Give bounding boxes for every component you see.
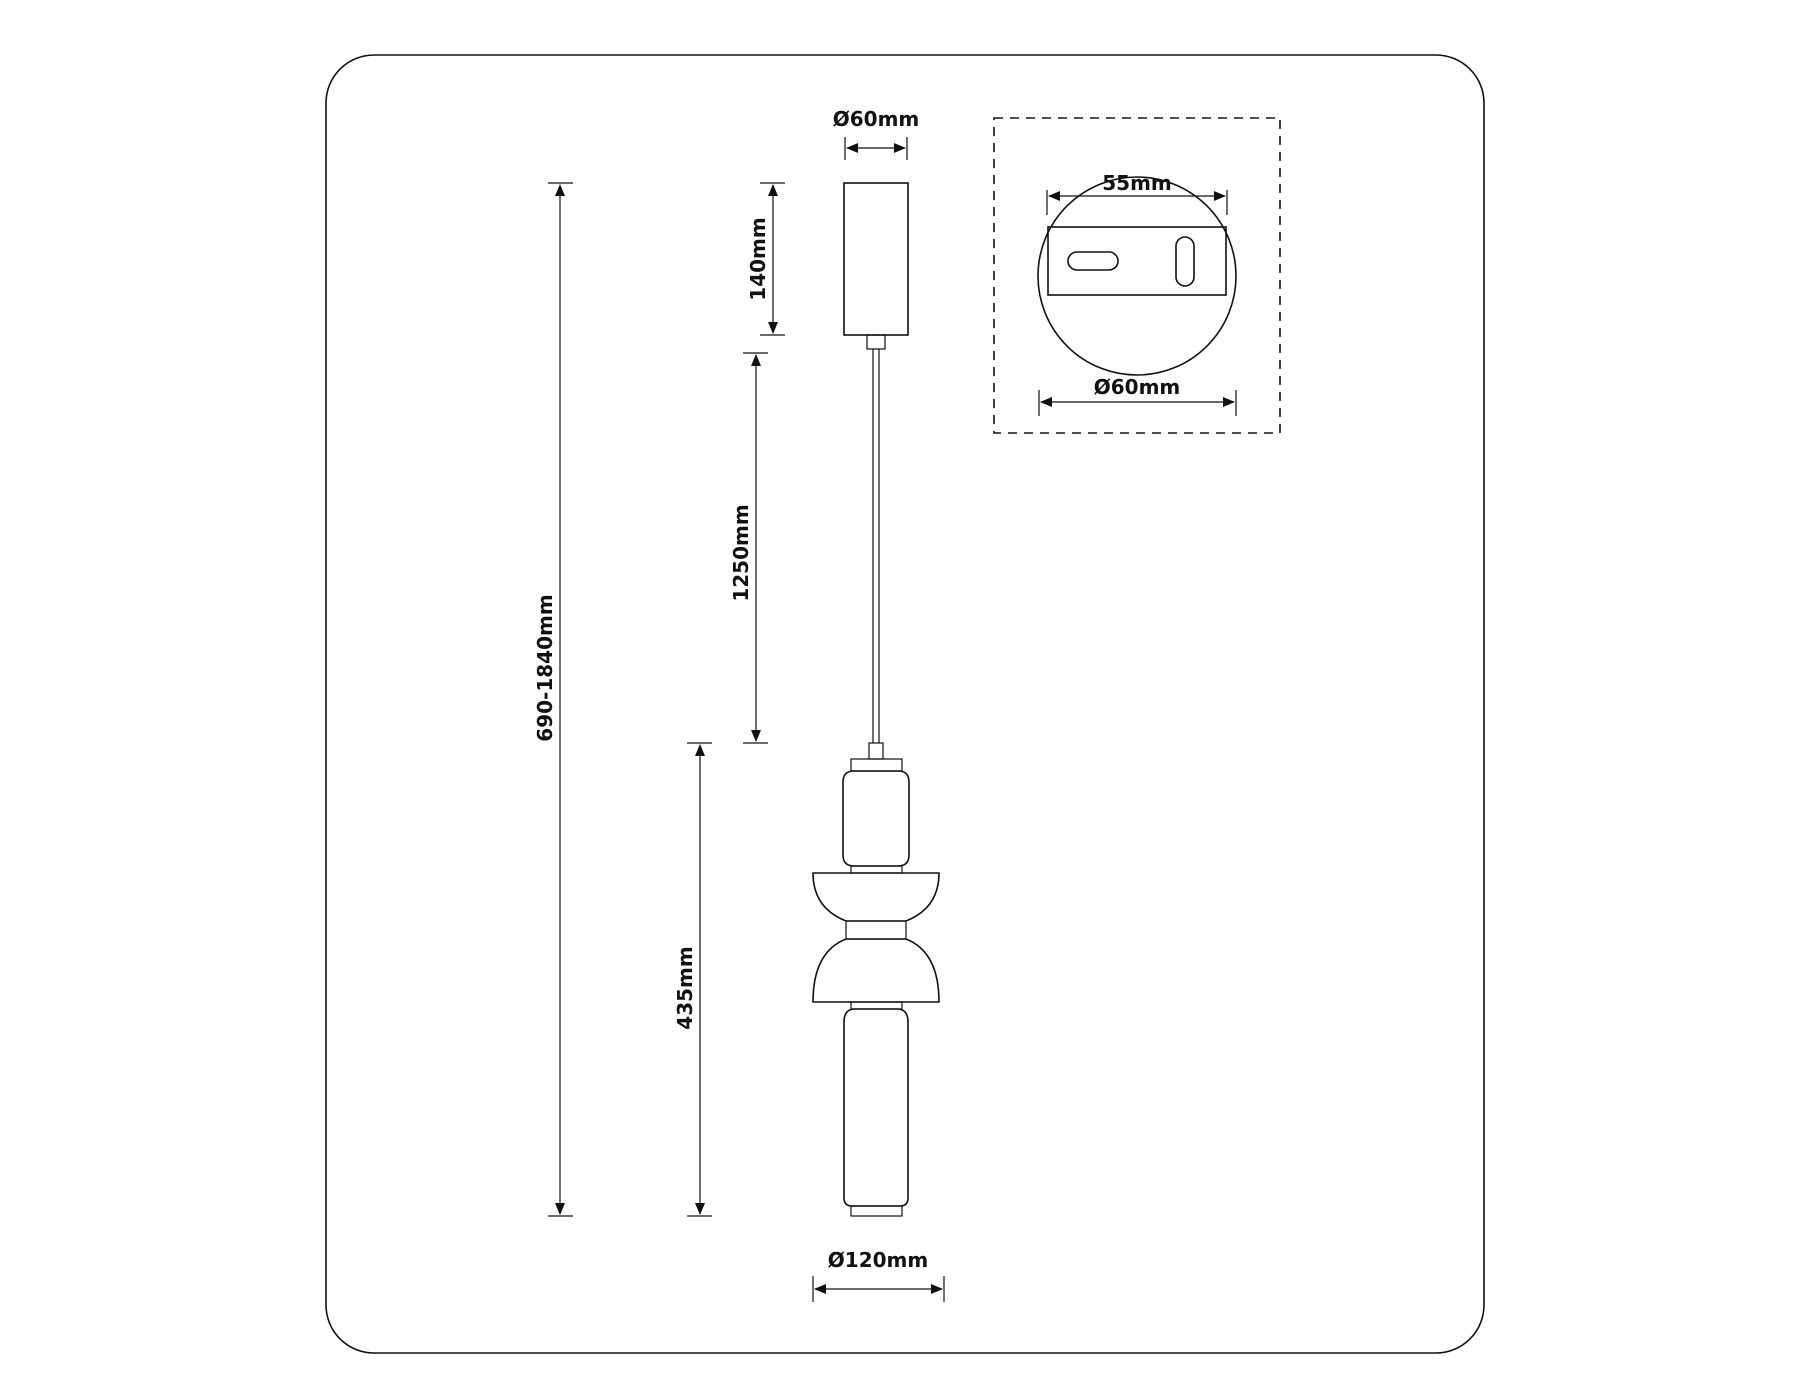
- bracket-slot-horizontal: [1068, 252, 1118, 270]
- bracket-detail: [994, 118, 1280, 433]
- bracket-slot-vertical: [1176, 237, 1194, 286]
- upper-bowl: [813, 873, 939, 921]
- pendant-lamp: [813, 183, 939, 1216]
- upper-ring: [851, 866, 902, 873]
- dim-body-height: [673, 743, 712, 1216]
- bottom-cap: [851, 1206, 902, 1216]
- body-diameter-label: Ø120mm: [827, 1248, 929, 1272]
- plate-diameter-label: Ø60mm: [1093, 375, 1181, 399]
- upper-cylinder: [843, 771, 909, 866]
- body-height-label: 435mm: [673, 946, 697, 1030]
- body-connector: [869, 743, 883, 759]
- lower-bowl: [813, 939, 939, 1002]
- mounting-bracket: [1048, 227, 1226, 295]
- lower-ring: [851, 1002, 902, 1009]
- canopy-height-label: 140mm: [746, 217, 770, 301]
- cable-length-label: 1250mm: [729, 504, 753, 602]
- dim-body-diameter: [813, 1248, 944, 1302]
- dim-canopy-diameter: [833, 107, 920, 160]
- bracket-width-label: 55mm: [1102, 171, 1172, 195]
- middle-ring: [846, 921, 906, 939]
- drawing-frame: [326, 55, 1484, 1353]
- mounting-plate: [1038, 177, 1236, 375]
- canopy: [844, 183, 908, 335]
- top-cap: [851, 759, 902, 771]
- canopy-diameter-label: Ø60mm: [832, 107, 920, 131]
- dim-cable-length: [729, 353, 768, 743]
- dim-canopy-height: [746, 183, 785, 335]
- total-height-label: 690-1840mm: [533, 594, 557, 742]
- dim-total-height: [533, 183, 573, 1216]
- canopy-connector: [867, 335, 885, 349]
- lower-cylinder: [844, 1009, 908, 1206]
